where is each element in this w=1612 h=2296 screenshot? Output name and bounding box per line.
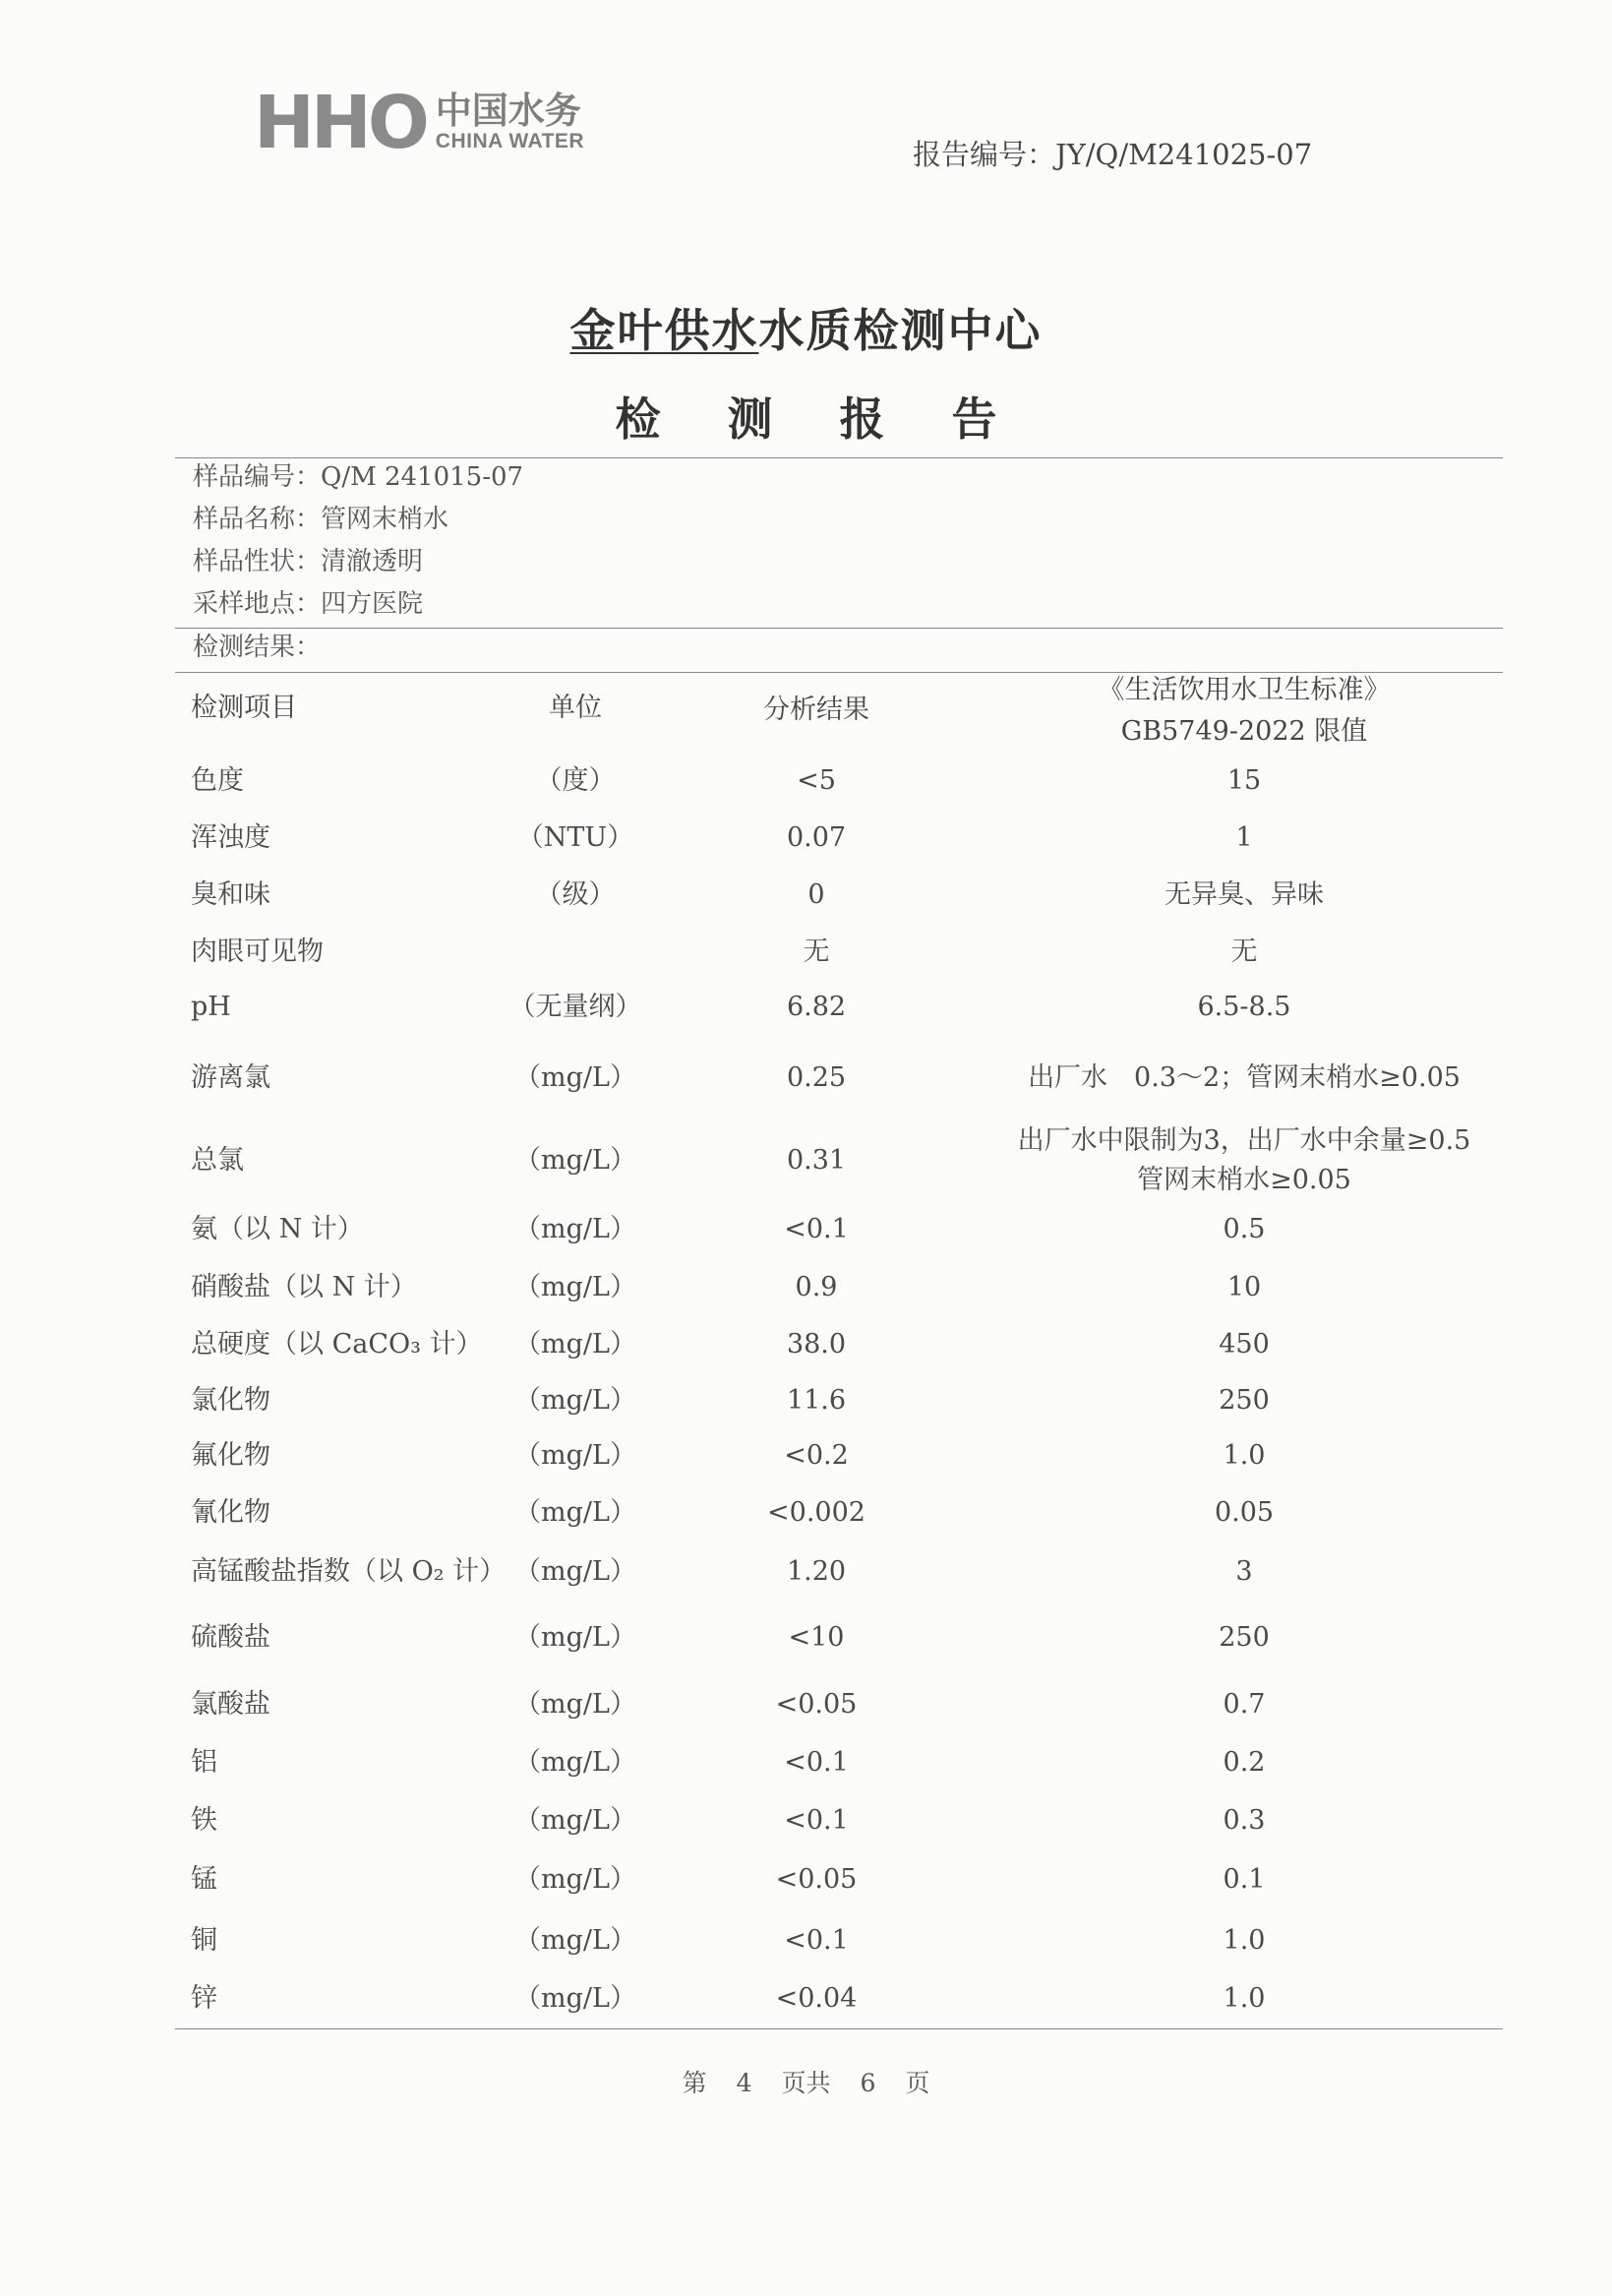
cell-item: 总氯 (191, 1145, 244, 1176)
cell-limit: 0.2 (1223, 1747, 1266, 1778)
cell-result: 11.6 (786, 1385, 847, 1416)
cell-limit: 450 (1219, 1329, 1270, 1359)
cell-item: 总硬度（以 CaCO₃ 计） (191, 1329, 483, 1359)
org-title (0, 295, 1612, 360)
cell-unit: （度） (535, 765, 616, 796)
divider-info (175, 628, 1503, 629)
cell-unit: （mg/L） (514, 1062, 636, 1093)
cell-result: 38.0 (786, 1329, 847, 1359)
cell-item: 铝 (191, 1747, 217, 1778)
cell-unit: （mg/L） (514, 1747, 636, 1778)
doc-title: 检 测 报 告 (615, 393, 1023, 446)
cell-item: 氯酸盐 (191, 1689, 270, 1720)
cell-result: <0.05 (775, 1864, 858, 1895)
cell-unit: （NTU） (516, 822, 634, 853)
cell-limit: 0.5 (1223, 1214, 1266, 1244)
cell-unit: （mg/L） (514, 1385, 636, 1416)
cell-result: <10 (788, 1622, 845, 1653)
divider-bottom (175, 2028, 1503, 2029)
cell-unit: （级） (535, 879, 616, 910)
cell-item: 游离氯 (191, 1062, 270, 1093)
cell-result: 6.82 (786, 992, 847, 1022)
cell-unit: （mg/L） (514, 1329, 636, 1359)
sample-site: 采样地点：四方医院 (193, 589, 424, 619)
cell-result: 0.07 (786, 822, 847, 853)
cell-result: <0.1 (784, 1805, 849, 1836)
footer-mid: 页共 (781, 2069, 831, 2097)
cell-item: 锌 (191, 1983, 217, 2014)
divider-header (175, 672, 1503, 673)
cell-result: <5 (797, 765, 836, 796)
header-item: 检测项目 (191, 693, 297, 723)
cell-unit: （mg/L） (514, 1272, 636, 1302)
cell-item: 硫酸盐 (191, 1622, 270, 1653)
cell-limit: 出厂水 0.3～2；管网末梢水≥0.05 (1028, 1062, 1461, 1093)
cell-unit: （mg/L） (514, 1983, 636, 2014)
cell-limit: 0.05 (1214, 1497, 1275, 1528)
org-title-rest: 水质检测中心 (758, 304, 1043, 357)
cell-item: 色度 (191, 765, 244, 796)
cell-unit: （mg/L） (514, 1556, 636, 1587)
header-limit-line1: 《生活饮用水卫生标准》 (1098, 675, 1391, 705)
cell-result: <0.04 (775, 1983, 858, 2014)
cell-unit: （无量纲） (508, 992, 642, 1022)
cell-limit: 1.0 (1223, 1925, 1266, 1956)
cell-result: <0.1 (784, 1747, 849, 1778)
footer-page: 4 (736, 2069, 752, 2097)
cell-result: <0.1 (784, 1925, 849, 1956)
cell-item: 氰化物 (191, 1497, 270, 1528)
cell-item: 硝酸盐（以 N 计） (191, 1272, 417, 1302)
cell-unit: （mg/L） (514, 1214, 636, 1244)
footer-total: 6 (860, 2069, 876, 2097)
cell-unit: （mg/L） (514, 1925, 636, 1956)
cell-result: <0.002 (767, 1497, 866, 1528)
cell-unit: （mg/L） (514, 1145, 636, 1176)
cell-item: 氨（以 N 计） (191, 1214, 364, 1244)
cell-result: 无 (803, 937, 830, 967)
page-footer (0, 2064, 1612, 2099)
sample-name: 样品名称：管网末梢水 (193, 505, 449, 534)
cell-unit: （mg/L） (514, 1440, 636, 1471)
logo-english: CHINA WATER (435, 130, 585, 153)
cell-item: pH (191, 992, 231, 1022)
cell-item: 肉眼可见物 (191, 937, 324, 967)
footer-prefix: 第 (682, 2069, 707, 2097)
cell-item: 高锰酸盐指数（以 O₂ 计） (191, 1556, 507, 1587)
logo-chinese: 中国水务 (435, 89, 581, 132)
cell-limit: 0.7 (1223, 1689, 1266, 1720)
cell-result: 0 (807, 879, 825, 910)
sample-state: 样品性状：清澈透明 (193, 547, 424, 576)
cell-unit: （mg/L） (514, 1864, 636, 1895)
cell-limit: 6.5-8.5 (1197, 992, 1291, 1022)
org-title-underlined: 金叶供水 (569, 304, 759, 357)
cell-item: 铜 (191, 1925, 217, 1956)
results-label: 检测结果： (193, 633, 322, 662)
sample-number: 样品编号：Q/M 241015-07 (193, 462, 524, 492)
logo (254, 81, 585, 165)
cell-result: 0.31 (786, 1145, 847, 1176)
header-result: 分析结果 (763, 695, 869, 725)
cell-result: 0.9 (795, 1272, 838, 1302)
cell-result: <0.2 (784, 1440, 849, 1471)
cell-unit: （mg/L） (514, 1622, 636, 1653)
cell-item: 氯化物 (191, 1385, 270, 1416)
cell-unit: （mg/L） (514, 1689, 636, 1720)
cell-item: 臭和味 (191, 879, 270, 910)
cell-result: 0.25 (786, 1062, 847, 1093)
cell-item: 浑浊度 (191, 822, 270, 853)
logo-mark: HHO (254, 81, 426, 165)
cell-limit: 1.0 (1223, 1983, 1266, 2014)
cell-limit: 250 (1219, 1385, 1270, 1416)
cell-result: <0.05 (775, 1689, 858, 1720)
cell-limit: 1 (1235, 822, 1253, 853)
cell-limit: 3 (1235, 1556, 1253, 1587)
cell-unit: （mg/L） (514, 1497, 636, 1528)
cell-limit: 15 (1226, 765, 1262, 796)
cell-limit: 250 (1219, 1622, 1270, 1653)
header-limit-line2: GB5749-2022 限值 (1120, 716, 1368, 747)
cell-limit: 1.0 (1223, 1440, 1266, 1471)
cell-limit: 10 (1226, 1272, 1262, 1302)
cell-limit: 0.1 (1223, 1864, 1266, 1895)
cell-limit-line2: 管网末梢水≥0.05 (1137, 1165, 1351, 1195)
cell-item: 铁 (191, 1805, 217, 1836)
cell-limit: 无 (1230, 937, 1258, 967)
cell-item: 锰 (191, 1864, 217, 1895)
header-unit: 单位 (549, 693, 602, 723)
cell-limit: 0.3 (1223, 1805, 1266, 1836)
cell-limit: 出厂水中限制为3，出厂水中余量≥0.5 (1017, 1125, 1471, 1156)
cell-result: <0.1 (784, 1214, 849, 1244)
cell-result: 1.20 (786, 1556, 847, 1587)
footer-suffix: 页 (905, 2069, 930, 2097)
report-number: 报告编号：JY/Q/M241025-07 (913, 138, 1313, 171)
cell-item: 氟化物 (191, 1440, 270, 1471)
cell-unit: （mg/L） (514, 1805, 636, 1836)
cell-limit: 无异臭、异味 (1164, 879, 1324, 910)
